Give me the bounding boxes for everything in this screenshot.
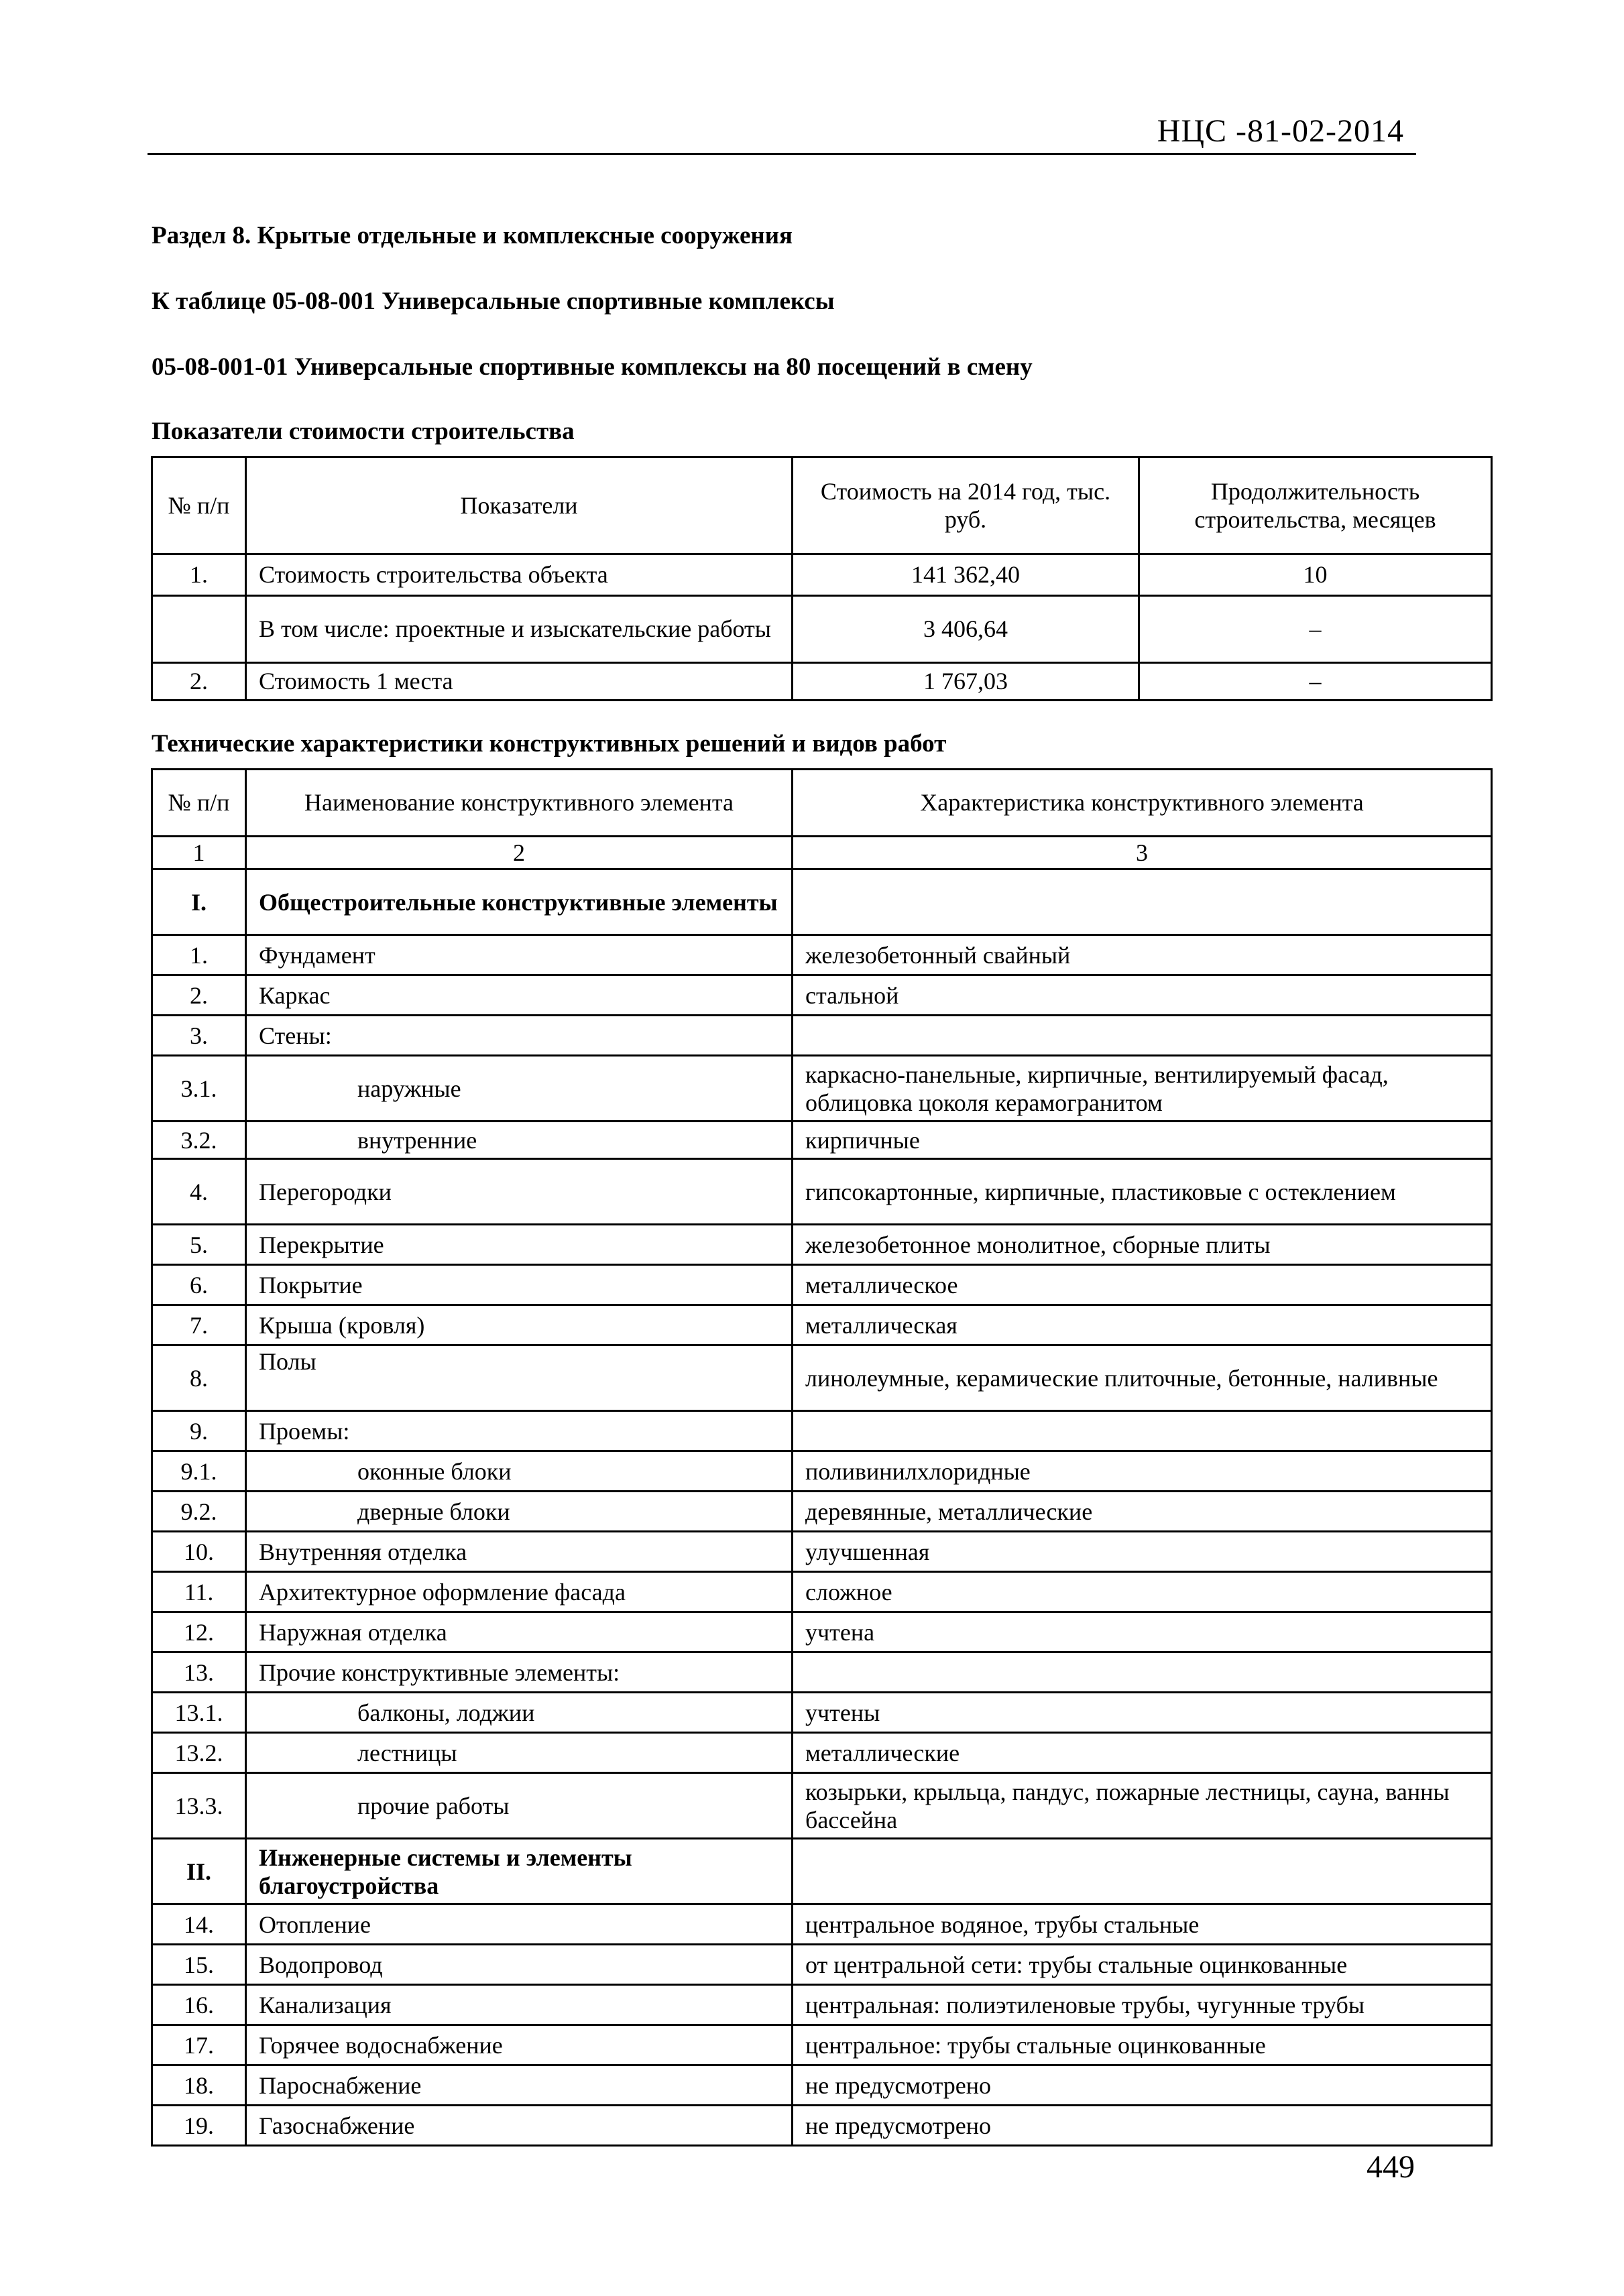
- cell-name: Стоимость 1 места: [246, 663, 793, 701]
- cell-element-desc: учтена: [793, 1612, 1492, 1652]
- cell-element-desc: не предусмотрено: [793, 2065, 1492, 2106]
- cell-element-name: Проемы:: [246, 1411, 793, 1451]
- table-row: [152, 1839, 1492, 1905]
- table-row: [152, 1572, 1492, 1612]
- col-number: 3: [793, 837, 1492, 869]
- table-row: [152, 2106, 1492, 2146]
- cell-cost: 1 767,03: [793, 663, 1139, 701]
- cell-num: 18.: [152, 2065, 246, 2106]
- table-row: [152, 1016, 1492, 1056]
- table-row: [152, 1056, 1492, 1122]
- cell-element-desc: [793, 1652, 1492, 1693]
- header-indicators: Показатели: [246, 457, 793, 554]
- header-duration: Продолжительность строительства, месяцев: [1139, 457, 1492, 554]
- table-row: [152, 1733, 1492, 1773]
- cell-cost: 141 362,40: [793, 554, 1139, 596]
- cell-num: 19.: [152, 2106, 246, 2146]
- cell-num: 4.: [152, 1159, 246, 1225]
- cell-element-desc: поливинилхлоридные: [793, 1451, 1492, 1492]
- table-row: [152, 1532, 1492, 1572]
- table-row: [152, 1411, 1492, 1451]
- cell-element-desc: центральное водяное, трубы стальные: [793, 1905, 1492, 1945]
- cell-element-desc: не предусмотрено: [793, 2106, 1492, 2146]
- cell-cost: 3 406,64: [793, 596, 1139, 663]
- cell-name: В том числе: проектные и изыскательские работы: [246, 596, 793, 663]
- cell-element-name: прочие работы: [246, 1773, 793, 1839]
- table-row: [152, 1225, 1492, 1265]
- cell-element-name: внутренние: [246, 1122, 793, 1159]
- cell-element-desc: линолеумные, керамические плиточные, бетонные, наливные: [793, 1345, 1492, 1411]
- cell-element-name: Покрытие: [246, 1265, 793, 1305]
- cell-num: [152, 596, 246, 663]
- column-numbers-row: [152, 837, 1492, 869]
- cell-num: 6.: [152, 1265, 246, 1305]
- cell-num: 2.: [152, 975, 246, 1016]
- cell-element-name: Наружная отделка: [246, 1612, 793, 1652]
- cell-num: 17.: [152, 2025, 246, 2065]
- table-row: [152, 1773, 1492, 1839]
- cell-element-desc: козырьки, крыльца, пандус, пожарные лестницы, сауна, ванны бассейна: [793, 1773, 1492, 1839]
- cell-element-desc: [793, 1016, 1492, 1056]
- cell-num: 9.: [152, 1411, 246, 1451]
- cell-element-desc: металлическая: [793, 1305, 1492, 1345]
- table-row: [152, 975, 1492, 1016]
- tech-table: [151, 768, 1493, 2147]
- tech-table-body: [152, 869, 1492, 2146]
- cell-element-desc: улучшенная: [793, 1532, 1492, 1572]
- cell-element-name: Канализация: [246, 1985, 793, 2025]
- table-row: [152, 1159, 1492, 1225]
- cell-element-desc: [793, 869, 1492, 935]
- cell-element-name: Фундамент: [246, 935, 793, 975]
- table-row: [152, 1305, 1492, 1345]
- cell-num: II.: [152, 1839, 246, 1905]
- header-cost: Стоимость на 2014 год, тыс. руб.: [793, 457, 1139, 554]
- cell-element-desc: металлическое: [793, 1265, 1492, 1305]
- cell-element-name: Водопровод: [246, 1945, 793, 1985]
- cell-num: 1.: [152, 554, 246, 596]
- table-row: [152, 869, 1492, 935]
- col-number: 1: [152, 837, 246, 869]
- cell-element-name: Горячее водоснабжение: [246, 2025, 793, 2065]
- cell-num: 16.: [152, 1985, 246, 2025]
- cell-element-name: Инженерные системы и элементы благоустройства: [246, 1839, 793, 1905]
- cell-element-desc: металлические: [793, 1733, 1492, 1773]
- cell-element-desc: стальной: [793, 975, 1492, 1016]
- cell-element-desc: от центральной сети: трубы стальные оцинкованные: [793, 1945, 1492, 1985]
- cell-element-name: Стены:: [246, 1016, 793, 1056]
- table-row: [152, 1122, 1492, 1159]
- table-row: [152, 663, 1492, 701]
- cell-num: 3.2.: [152, 1122, 246, 1159]
- cell-element-name: балконы, лоджии: [246, 1693, 793, 1733]
- table-row: [152, 1345, 1492, 1411]
- table-row: [152, 1612, 1492, 1652]
- cell-duration: 10: [1139, 554, 1492, 596]
- cell-num: 14.: [152, 1905, 246, 1945]
- header-element-desc: Характеристика конструктивного элемента: [793, 770, 1492, 837]
- cell-element-name: Пароснабжение: [246, 2065, 793, 2106]
- table-row: [152, 554, 1492, 596]
- cell-element-name: Газоснабжение: [246, 2106, 793, 2146]
- table-row: [152, 1945, 1492, 1985]
- cell-num: 3.: [152, 1016, 246, 1056]
- document-code: НЦС -81-02-2014: [1157, 113, 1404, 149]
- cell-num: 7.: [152, 1305, 246, 1345]
- table-row: [152, 1265, 1492, 1305]
- tech-table-title: Технические характеристики конструктивных решений и видов работ: [152, 730, 947, 758]
- cell-element-desc: гипсокартонные, кирпичные, пластиковые с остеклением: [793, 1159, 1492, 1225]
- col-number: 2: [246, 837, 793, 869]
- cell-num: 15.: [152, 1945, 246, 1985]
- cell-num: 3.1.: [152, 1056, 246, 1122]
- cell-element-desc: учтены: [793, 1693, 1492, 1733]
- cell-num: 10.: [152, 1532, 246, 1572]
- cell-element-desc: железобетонный свайный: [793, 935, 1492, 975]
- tech-table-header: [152, 770, 1492, 837]
- table-row: [152, 1451, 1492, 1492]
- cell-element-desc: железобетонное монолитное, сборные плиты: [793, 1225, 1492, 1265]
- cell-element-name: Перегородки: [246, 1159, 793, 1225]
- header-rule: [148, 153, 1416, 155]
- cell-element-name: Архитектурное оформление фасада: [246, 1572, 793, 1612]
- cell-num: 13.: [152, 1652, 246, 1693]
- cell-element-desc: [793, 1839, 1492, 1905]
- table-row: [152, 596, 1492, 663]
- table-row: [152, 1693, 1492, 1733]
- cell-num: 8.: [152, 1345, 246, 1411]
- cell-element-desc: каркасно-панельные, кирпичные, вентилируемый фасад, облицовка цоколя керамогранитом: [793, 1056, 1492, 1122]
- cell-element-desc: деревянные, металлические: [793, 1492, 1492, 1532]
- table-row: [152, 1652, 1492, 1693]
- cost-table: [151, 456, 1493, 701]
- cell-element-desc: кирпичные: [793, 1122, 1492, 1159]
- cell-element-name: Общестроительные конструктивные элементы: [246, 869, 793, 935]
- table-row: [152, 2025, 1492, 2065]
- cell-num: 11.: [152, 1572, 246, 1612]
- table-reference-heading: К таблице 05-08-001 Универсальные спортивные комплексы: [152, 288, 835, 315]
- cell-num: 1.: [152, 935, 246, 975]
- cell-num: 9.1.: [152, 1451, 246, 1492]
- cell-num: 5.: [152, 1225, 246, 1265]
- cell-element-desc: центральная: полиэтиленовые трубы, чугунные трубы: [793, 1985, 1492, 2025]
- cell-element-desc: сложное: [793, 1572, 1492, 1612]
- cell-element-name: дверные блоки: [246, 1492, 793, 1532]
- header-num: № п/п: [152, 457, 246, 554]
- cell-element-name: наружные: [246, 1056, 793, 1122]
- cell-element-name: Прочие конструктивные элементы:: [246, 1652, 793, 1693]
- cell-element-desc: [793, 1411, 1492, 1451]
- cell-num: 12.: [152, 1612, 246, 1652]
- cell-element-name: лестницы: [246, 1733, 793, 1773]
- cell-element-name: Каркас: [246, 975, 793, 1016]
- header-element-name: Наименование конструктивного элемента: [246, 770, 793, 837]
- cell-name: Стоимость строительства объекта: [246, 554, 793, 596]
- cell-element-name: оконные блоки: [246, 1451, 793, 1492]
- table-row: [152, 1492, 1492, 1532]
- cell-element-name: Перекрытие: [246, 1225, 793, 1265]
- cost-table-title: Показатели стоимости строительства: [152, 418, 575, 445]
- cell-num: 13.1.: [152, 1693, 246, 1733]
- page-number: 449: [1367, 2149, 1415, 2185]
- cell-num: I.: [152, 869, 246, 935]
- section-heading: Раздел 8. Крытые отдельные и комплексные сооружения: [152, 222, 793, 249]
- table-row: [152, 2065, 1492, 2106]
- header-num: № п/п: [152, 770, 246, 837]
- cell-duration: –: [1139, 663, 1492, 701]
- cell-num: 2.: [152, 663, 246, 701]
- cell-element-desc: центральное: трубы стальные оцинкованные: [793, 2025, 1492, 2065]
- cell-element-name: Отопление: [246, 1905, 793, 1945]
- table-row: [152, 1985, 1492, 2025]
- cost-table-header: [152, 457, 1492, 554]
- cell-element-name: Крыша (кровля): [246, 1305, 793, 1345]
- cell-num: 9.2.: [152, 1492, 246, 1532]
- table-row: [152, 1905, 1492, 1945]
- cell-element-name: Внутренняя отделка: [246, 1532, 793, 1572]
- item-heading: 05-08-001-01 Универсальные спортивные комплексы на 80 посещений в смену: [152, 353, 1033, 381]
- cell-num: 13.3.: [152, 1773, 246, 1839]
- cell-duration: –: [1139, 596, 1492, 663]
- table-row: [152, 935, 1492, 975]
- cell-num: 13.2.: [152, 1733, 246, 1773]
- cell-element-name: Полы: [246, 1345, 793, 1411]
